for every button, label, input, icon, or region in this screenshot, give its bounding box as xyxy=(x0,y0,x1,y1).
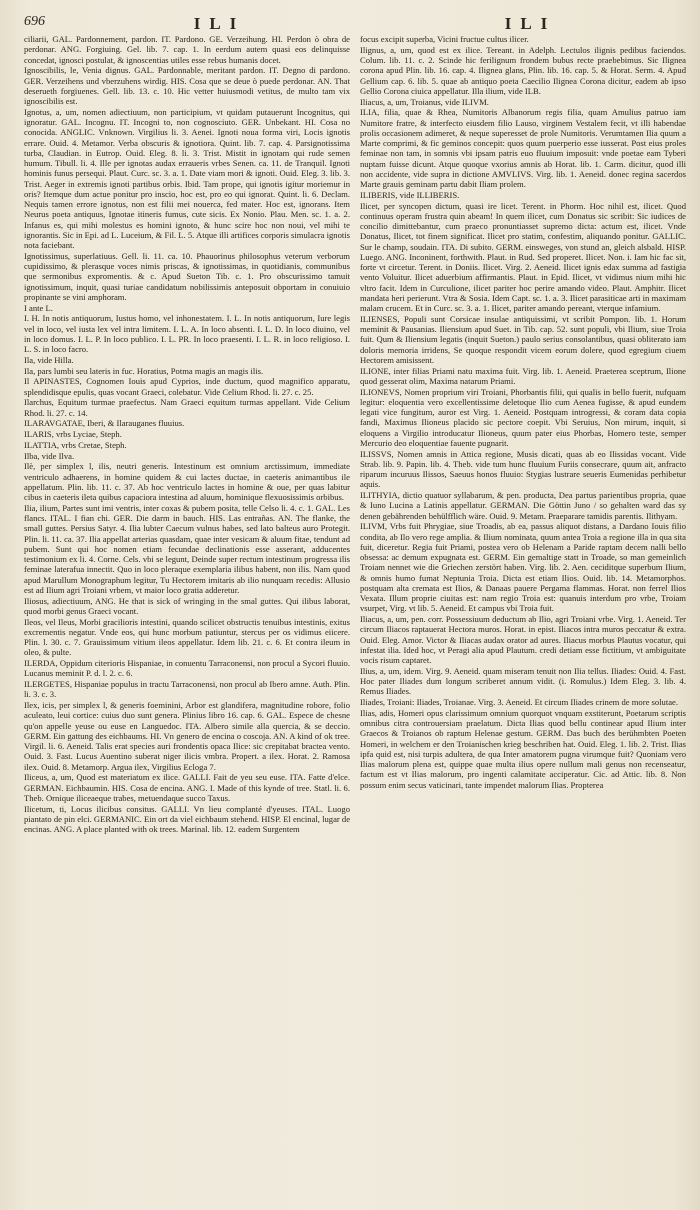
dictionary-entry: ILISSVS, Nomen amnis in Attica regione, Musis dicati, quas ab eo Ilissidas vocant. Vide Strab. lib. 9. Papin. lib. 4. Theb. vide tum hunc fluuium Furiis consecrare, quum ait, anfracto riparum incuruus Ilissos, Saeuus honos fluuio: Stygias lustrare seueris Eumenidas perhibetur aquis. xyxy=(360,448,686,490)
dictionary-entry: Ila, pars lumbi seu lateris in fuc. Horatius, Potma magis an magis ilis. xyxy=(24,365,264,376)
dictionary-entry: Ila, vide Hilla. xyxy=(24,354,74,365)
dictionary-entry: I ante L. xyxy=(24,302,53,313)
dictionary-entry: Ilignus, a, um, quod est ex ilice. Tereant. in Adelph. Lectulos ilignis pedibus faciendos. Colum. lib. 11. c. 2. Scinde hic ferilignum frondem bubus recte praebebimus. Sic Ilignea corona apud Plin. lib. 16. cap. 4. Ilignea glans, Plin. lib. 16. cap. 5. & Horat. Serm. 4. Apud Gellium cap. 6. lib. 5. quae ab antiquo poeta Caecilio Ilignea Corona dicitur, eadem ab ipso Gellio Corona ciuica appellatur. Illa ilium, vide ILB. xyxy=(360,44,686,96)
dictionary-entry: Ignotissimus, superlatiuus. Gell. li. 11. ca. 10. Phauorinus philosophus veterum verborum cupidissimo, & plerasque voces nimis priscas, & ignotissimas, in quotidianis, communibus que sermonibus expromentis. & c. Apud Sueton Tib. c. 1. Pro obscurissimo tamuit ignotissimum, inquit, quasi turiae candidatum nobilissimis anteposuit obportam in conuiuio propinante se vini amphoram. xyxy=(24,250,350,302)
dictionary-entry: ILIVM, Vrbs fuit Phrygiae, siue Troadis, ab ea, passus aliquot distans, a Dardano Iouis filio condita, ab Ilo vero rege amplia. & Ilium nominata, quum antea Troia a regione illa in qua sita fuit, diceretur. Regia fuit Priami, postea vero ob Helenam a Paride raptam decem nalli bello obsessa: ac demum expugnata est. GERM. Ein gemaltige statt in Troade, so man gemeinlich Troiam nennet wie die Griechen zerstört haben. Virg. lib. 2. Aen. ceciditque superbum Ilium, & omnis humo fumat Neptunia Troia. Dicta est etiam Ilios. Ouid. lib. 14. Metamorphos. postquam alta cremata est Ilios, & Danaas pauere Pergama flammas. Horat. non ferrel Ilios Vexata. Illum proprie ciuitas est: nam regio Troia est: quanuis interdum pro vrbe, Troiam vsurpet, Virg. vt lib. 5. Aeneid. Et campus vbi Troia fuit. xyxy=(360,521,686,614)
dictionary-entry: Ileos, vel Ileus, Morbi gracilioris intestini, quando scilicet obstructis tenuibus intestinis, exitus excrementis negatur. Vnde eos, qui hunc morbum patiuntur, stercus per os vidimus eiicere. Plin. l. 30. c. 7. Grauissimum vitium ileos appellatur. Idem lib. 21. c. 6. Et contra ileum in oleo, & pulte. xyxy=(24,616,350,658)
dictionary-entry: Iliades, Troiani: Iliades, Troianae. Virg. 3. Aeneid. Et circum Iliades crinem de more solutae. xyxy=(360,697,679,707)
dictionary-entry: ILARIS, vrbs Lyciae, Steph. xyxy=(24,429,122,439)
running-head-right: ILI xyxy=(504,14,557,33)
dictionary-entry: ILERDA, Oppidum citerioris Hispaniae, in conuentu Tarraconensi, non procul a Sycori fluuio. Lucanus meminit P. d. l. 2. c. 6. xyxy=(24,658,350,679)
page-header xyxy=(24,14,686,34)
dictionary-entry: Ignotus, a, um, nomen adiectiuum, non participium, vt quidam putauerunt Incognitus, qui ignoratur. GAL. Incognu. IT. Incogni to, non cognosciuto. GER. Unbekant. HI. Cosa no conocida. ANGLIC. Vnknown. Virgilius li. 3. Aenei. Ignoti noua forma viri, Locis ignotis errare. Ouid. 4. Metamor. Verba obscuris & ignotiora. Quint. lib. 7. cap. 4. Parsignotissima turba, Claudian. in Eutrop. Ouid. Eleg. 8. li. 3. Trist. Mistit in ignotam qui rude semen humum. Tibull. li. 4. Ille per ignotas audax erraueris vrbes Senen. ca. 11. de Tranquil. Ignoti hominis funus persequi. Plaut. Curc. sc. 3. a. 1. Date viam mori & ignoti. Ouid. Eleg. 3. lib. 3. Trist. Aeger in extremis ignoti partibus orbis. Ibid. Tam prope, qui ignotis igitur moriemur in oris? Itemque dum actue ponitur pro inscio, hoc est, pro eo qui ignorat. Quint. li. 6. Declam. Nequis tamen errore ignotus, non est filii mei nouerca, fed mater. Hoc est, ignorans. Item Neurus poeta antiquus, Ignotae itineris fumus, cute sicis. Ex Nonio. Plau. Men. sc. 1. a. 2. Infanus es, qui mihi molestus es homini ignoto, & hunc scire hoc non noui, vel mihi te ignorantis. Sic in Epi. ad L. Luceium, & Fil. L. 5. Atque illi artifices corporis simulacra ignotis nota faciebant. xyxy=(24,106,350,250)
dictionary-entry: Ilicet, per syncopen dictum, quasi ire licet. Terent. in Phorm. Hoc nihil est, ilicet. Quod continuus operam frustra quin abeam! In quem ilicet, cum Donatus sic scribit: Sic iudices de concilio dimittebantur, cum praeco pronuntiasset supremo dicta: actum est, ilicet. Vnde Donatus, Ilicet, tot finem significat. Ilicet pro statim, confestim, aliquando ponitur. GALLIC. Sur le champ, soudain. ITA. Di subito. GERM. einsweges, von stund an, gleich alsbald. HISP. Luego. ANG. Inconinent, forthwith. Plaut. in Rud. Sed properet. Ilicet. Non. i. Iam hic fac sit, forte vt circetur. Terent. in Doniis. Ilicet. Virg. 2. Aeneid. Ilicet ignis edax summa ad fastigia vento Voluitur. Ilicet aduerbium affirmantis. Plaut. in Epid. Ilicet, vt vidimus nium mihi hic vltro facit. Idem in Curculione, ilicet pariter hoc perire amando video. Plaut. Amphitr. Ilicet mandata heri perierunt. Vtra & Sosia. Idem Capt. sc. 1. a. 3. Ilicet parasiticae arti in maximam malam crucem. Et in Curc. sc. 3. a. 1. Ilicet, pariter amando pereant, vterque infamium. xyxy=(360,200,686,313)
running-head xyxy=(24,14,686,34)
running-head-left: ILI xyxy=(193,14,246,33)
dictionary-entry: ciliarii, GAL. Pardonnement, pardon. IT. Pardono. GE. Verzeihung. HI. Perdon ò obra de perdonar. ANG. Forgiuing. Gel. lib. 7. cap. 1. In eerdum autem quasi eos delinquisse concedat, ignosci postulat, & ignoscentias utiles esse rebus humanis docet. xyxy=(24,34,350,65)
dictionary-entry: ILERGETES, Hispaniae populus in tractu Tarraconensi, non procul ab Ibero amne. Auth. Plin. li. 3. c. 3. xyxy=(24,679,350,700)
dictionary-entry: Ilè, per simplex l, ilis, neutri generis. Intestinum est omnium arctissimum, immediate ventriculo adhaerens, in homine quidem & cui lactes ductae, in caeteris animantibus ile appellatum. Plin. lib. 11. c. 37. Ab hoc ventriculo lactes in homine & oue, per quas labitur cibus in caeteris ileta quibus capaciora intestina ad aluum, hominique flexuosissimis orbibus. xyxy=(24,461,350,502)
dictionary-entry: Ignoscibilis, le, Venia dignus. GAL. Pardonnable, meritant pardon. IT. Degno di pardono. GER. Verzeihens und vberzuhens wirdig. HIS. Cosa que se deue ò puede perdonar. AN. That deserueth forgiuenes. Gell. lib. 13. c. 10. Hic vetter huiusmodi vetitus, de multo tam vix ignoscibilis est. xyxy=(24,65,350,106)
dictionary-entry: ILIONE, inter filias Priami natu maxima fuit. Virg. lib. 1. Aeneid. Praeterea sceptrum, Ilione quod gesserat olim, Maxima natarum Priami. xyxy=(360,365,686,386)
dictionary-entry: ILIENSES, Populi sunt Corsicae insulae antiquissimi, vt scribit Pompon. lib. 1. Horum meminit & Pausanias. Iliensium apud Suet. in Tib. cap. 52. sunt populi, vbi Ilium, siue Troia fuit. Qum & Iliensium legatis (inquit Sueton.) paulo serius consolantibus, quasi obliterato iam doloris memoria irridens, Se quoque respondit vicem eorum dolere, quod egregium ciuem Hectorem amisissent. xyxy=(360,313,686,365)
dictionary-entry: Ilias, adis, Homeri opus clarissimum omnium quorquot vnquam exstiterunt, Poetarum scriptis omnibus citra controuersiam praelatum. Dicta Ilias quod bellu continear apud Ilium inter Graecos & Troianos ob raptum Helenae gestum. GERM. Das buch des berühmbten Poeten Homeri, in welchem er den Troianischen krieg beschriben hat. Ouid. Eleg. 1. lib. 2. Trist. Ilias ipfa quid est, nisi turpis adultera, de qua Inter amatorem pugna virumque fuit? Quoniam vero Ilias malorum plena est, quippe quae multa ilius opere nullum mali genus non recenseatur, factum est vt Ilias malorum, pro ingenti calamitate acciperatur. Cic. ad Attic. lib. 8. Non possum enim secus vaticinari, tante impendet malorum Ilias. Propterea xyxy=(360,707,686,790)
dictionary-entry: I. H. In notis antiquorum, Iustus homo, vel inhonestatem. I. L. In notis antiquorum, Iure legis vel in loco, vel iusta lex vel intra limitem. I. L. A. In loco absenti. I. L. D. In loco diuino, vel in loco domus. I. L. P. In loco publico. I. L. PR. In loco praesenti. I. L. R. in loco religioso. I. L. S. in loco facro. xyxy=(24,313,350,354)
page-number: 696 xyxy=(24,14,45,29)
dictionary-entry: ILATTIA, vrbs Cretae, Steph. xyxy=(24,439,127,450)
dictionary-entry: Ilicetum, ti, Locus ilicibus consitus. GALLI. Vn lieu complanté d'yeuses. ITAL. Luogo piantato de pin elci. GERMANIC. Ein ort da viel eichbaum stehend. HISP. El encinal, lugar de encinas. ANG. A place planted with ok trees. Marinal. lib. 12. eadem Surgentem xyxy=(24,803,350,834)
dictionary-entry: ILIBERIS, vide ILLIBERIS. xyxy=(360,189,460,200)
dictionary-entry: ILARAVGATAE, Iberi, & Ilarauganes fluuius. xyxy=(24,418,185,429)
dictionary-entry: Ilba, vide Ilva. xyxy=(24,450,75,461)
dictionary-entry: Iliacus, a, um, Troianus, vide ILIVM. xyxy=(360,96,489,107)
dictionary-entry: focus excipit superba, Vicini fructue cultus ilicer. xyxy=(360,34,529,44)
dictionary-entry: Iliosus, adiectiuum, ANG. He that is sick of wringing in the smal guttes. Qui ilibus laborat, quod morbi genus Graeci vocant. xyxy=(24,595,350,616)
dictionary-entry: Ilex, icis, per simplex l, & generis foeminini, Arbor est glandifera, magnitudine robore, folio aculeato, leui cortice: cuius duo sunt genera. Plinius libro 16. cap. 6. GAL. Espece de chesne qu'on appelle yeuse ou euse en Languedoc. ITA. Albero simile alla quercia, & se deccio. GERM. Ein gattung des eichbaums. HI. Vn genero de encina o coscoja. AN. A kind of ok tree. Virgil. li. 6. Aeneid. Talis erat species auri frondentis opaca Ilice: sic crepitabat bractea vento. Ouid. 3. Fast. Lucus Auentino suberat niger ilicis vmbra. Propert. a ilex. Horat. 2. Ramosa ilex. Ouid. 8. Metamorp. Argua ilex, Virgilius Ecloga 7. xyxy=(24,700,350,772)
dictionary-entry: Il APINASTES, Cognomen Iouis apud Cyprios, inde ductum, quod magnifico apparatu, splendidisque epulis, quas vocant Graeci, colebatur. Vide Celium Rhod. li. 27. c. 25. xyxy=(24,376,350,397)
dictionary-entry: ILITHYIA, dictio quatuor syllabarum, & pen. producta, Dea partus parientibus propria, quae & Iuno Lucina a Latinis appellatur. GERMAN. Die Göttin Juno / so gehalten ward das sy denen gebährenden behülfflich wäre. Ouid. 9. Metam. Praeparare tamidis parentis. Ilithyam. xyxy=(360,490,686,521)
dictionary-entry: Iliceus, a, um, Quod est materiatum ex ilice. GALLI. Fait de yeu seu euse. ITA. Fatte d'elce. GERMAN. Eichbaumin. HIS. Cosa de encina. ANG. I. Made of this kynde of tree. Statl. li. 6. Theb. Ornique iliceaeque trabes, metuendaque succo Taxus. xyxy=(24,772,350,803)
dictionary-entry: Ilius, a, um, idem. Virg. 9. Aeneid. quam miseram tenuit non Ilia tellus. Iliades: Ouid. 4. Fast. Hoc pater Iliades dum longum scriberet annum vidit. (i. Romulus.) Idem Eleg. 3. lib. 4. Remus Iliades. xyxy=(360,665,686,697)
dictionary-entry: Iliacus, a, um, pen. corr. Possessiuum deductum ab Ilio, agri Troiani vrbe. Virg. 1. Aeneid. Ter circum Iliacos raptauerat Hectora muros. Horat. in epist. Iliacos intra muros peccatur & extra. Ouid. Eleg. Amor. Victor & Iliacas audax orator ad aures. Iliacus morbus Plautus vocatur, qui infestat ilia. Ided hoc, vt Peragi alia apud Plautum. credi detiam esse fictitium, vt ambiguitate vocis risum captaret. xyxy=(360,614,686,665)
dictionary-entry: ILIA, filia, quae & Rhea, Numitoris Albanorum regis filia, quam Amulius patruo iam Numitore fratre, & interfecto eiusdem filio Lauso, virginem Vestalem fecit, vt illi habendae prolis occasionem adimeret, & neque superesset de prole Numitoris. Verumtamen Ilia quum a Marte comprimi, & fic geminos concepit: quos quum puerperio esse iusserat. Post eius proles feminae non tam, in somnis vbi ipsam patris euo fluuium imposuit: vnde poetae eam Tyberi nuptam fuisse dicunt. Atque quoque vxorius amnis ab Horat. lib. 1. Carm. dicitur, quod illi non accidente, vide supra in dictione AMVLIVS. Virg. lib. 1. Aeneid. donec regina sacerdos Marte grauis geminam partu dabit Iliam prolem. xyxy=(360,107,686,189)
dictionary-entry: Ilarchus, Equitum turmae praefectus. Nam Graeci equitum turmas appellant. Vide Celium Rhod. li. 27. c. 14. xyxy=(24,397,350,418)
right-column xyxy=(360,34,686,1202)
dictionary-entry: ILIONEVS, Nomen proprium viri Troiani, Phorbantis filii, qui qualis in bello fuerit, nufquam legitur: eloquentia vero excellentissime deletoque Ilio cum Aenea fugisse, & apud eundem legati vice fungitum, auror est Virg. 1. Aeneid. Postquam introgressi, & coram data copia fandi, Maximus Ilioneus placido sic pectore coepit. Vbi Seruius, Non mirum, inquit, si eloquens a Virgilio introducatur Ilioneus, quum pater eius Phorbas, Homero teste, semper Mercurio deo eloquentiae fauente pugnarit. xyxy=(360,386,686,448)
text-columns xyxy=(24,34,686,1202)
left-column xyxy=(24,34,350,1202)
dictionary-entry: Ilia, ilium, Partes sunt imi ventris, inter coxas & pubem posita, telle Celso li. 4. c. 1. GAL. Les flancs. ITAL. I fian chi. GER. Die darm in bauch. HIS. Las entrañas. AN. The flanke, the small guttes. Persius Satyr. 4. Ilia lubter Caecum vulnus habes, sed lato balteus auro Protegit. Plin. li. 11. ca. 37. Ilia appellat arterias quasdam, quae inter vesicam & aluum fitae, tendunt ad pubem. Sunt qui hoc nomen etiam fecundae declinationis esse asserant, adducentes testimonium ex li. 4. Corne. Cels. vbi se legunt, Deinde super rectum intestinum progressa ilis feminae laterafua innectit. Quo in loco pleraque exemplaria ilibus habent, non ilis. Nam quod apud Marullum Monographum legitur, Tu Hectorem imitaris ab ilio nunquam recedis: Allusio est ad Ilium agri Troiani vrbem, vt maior loco gratia adderetur. xyxy=(24,502,350,595)
